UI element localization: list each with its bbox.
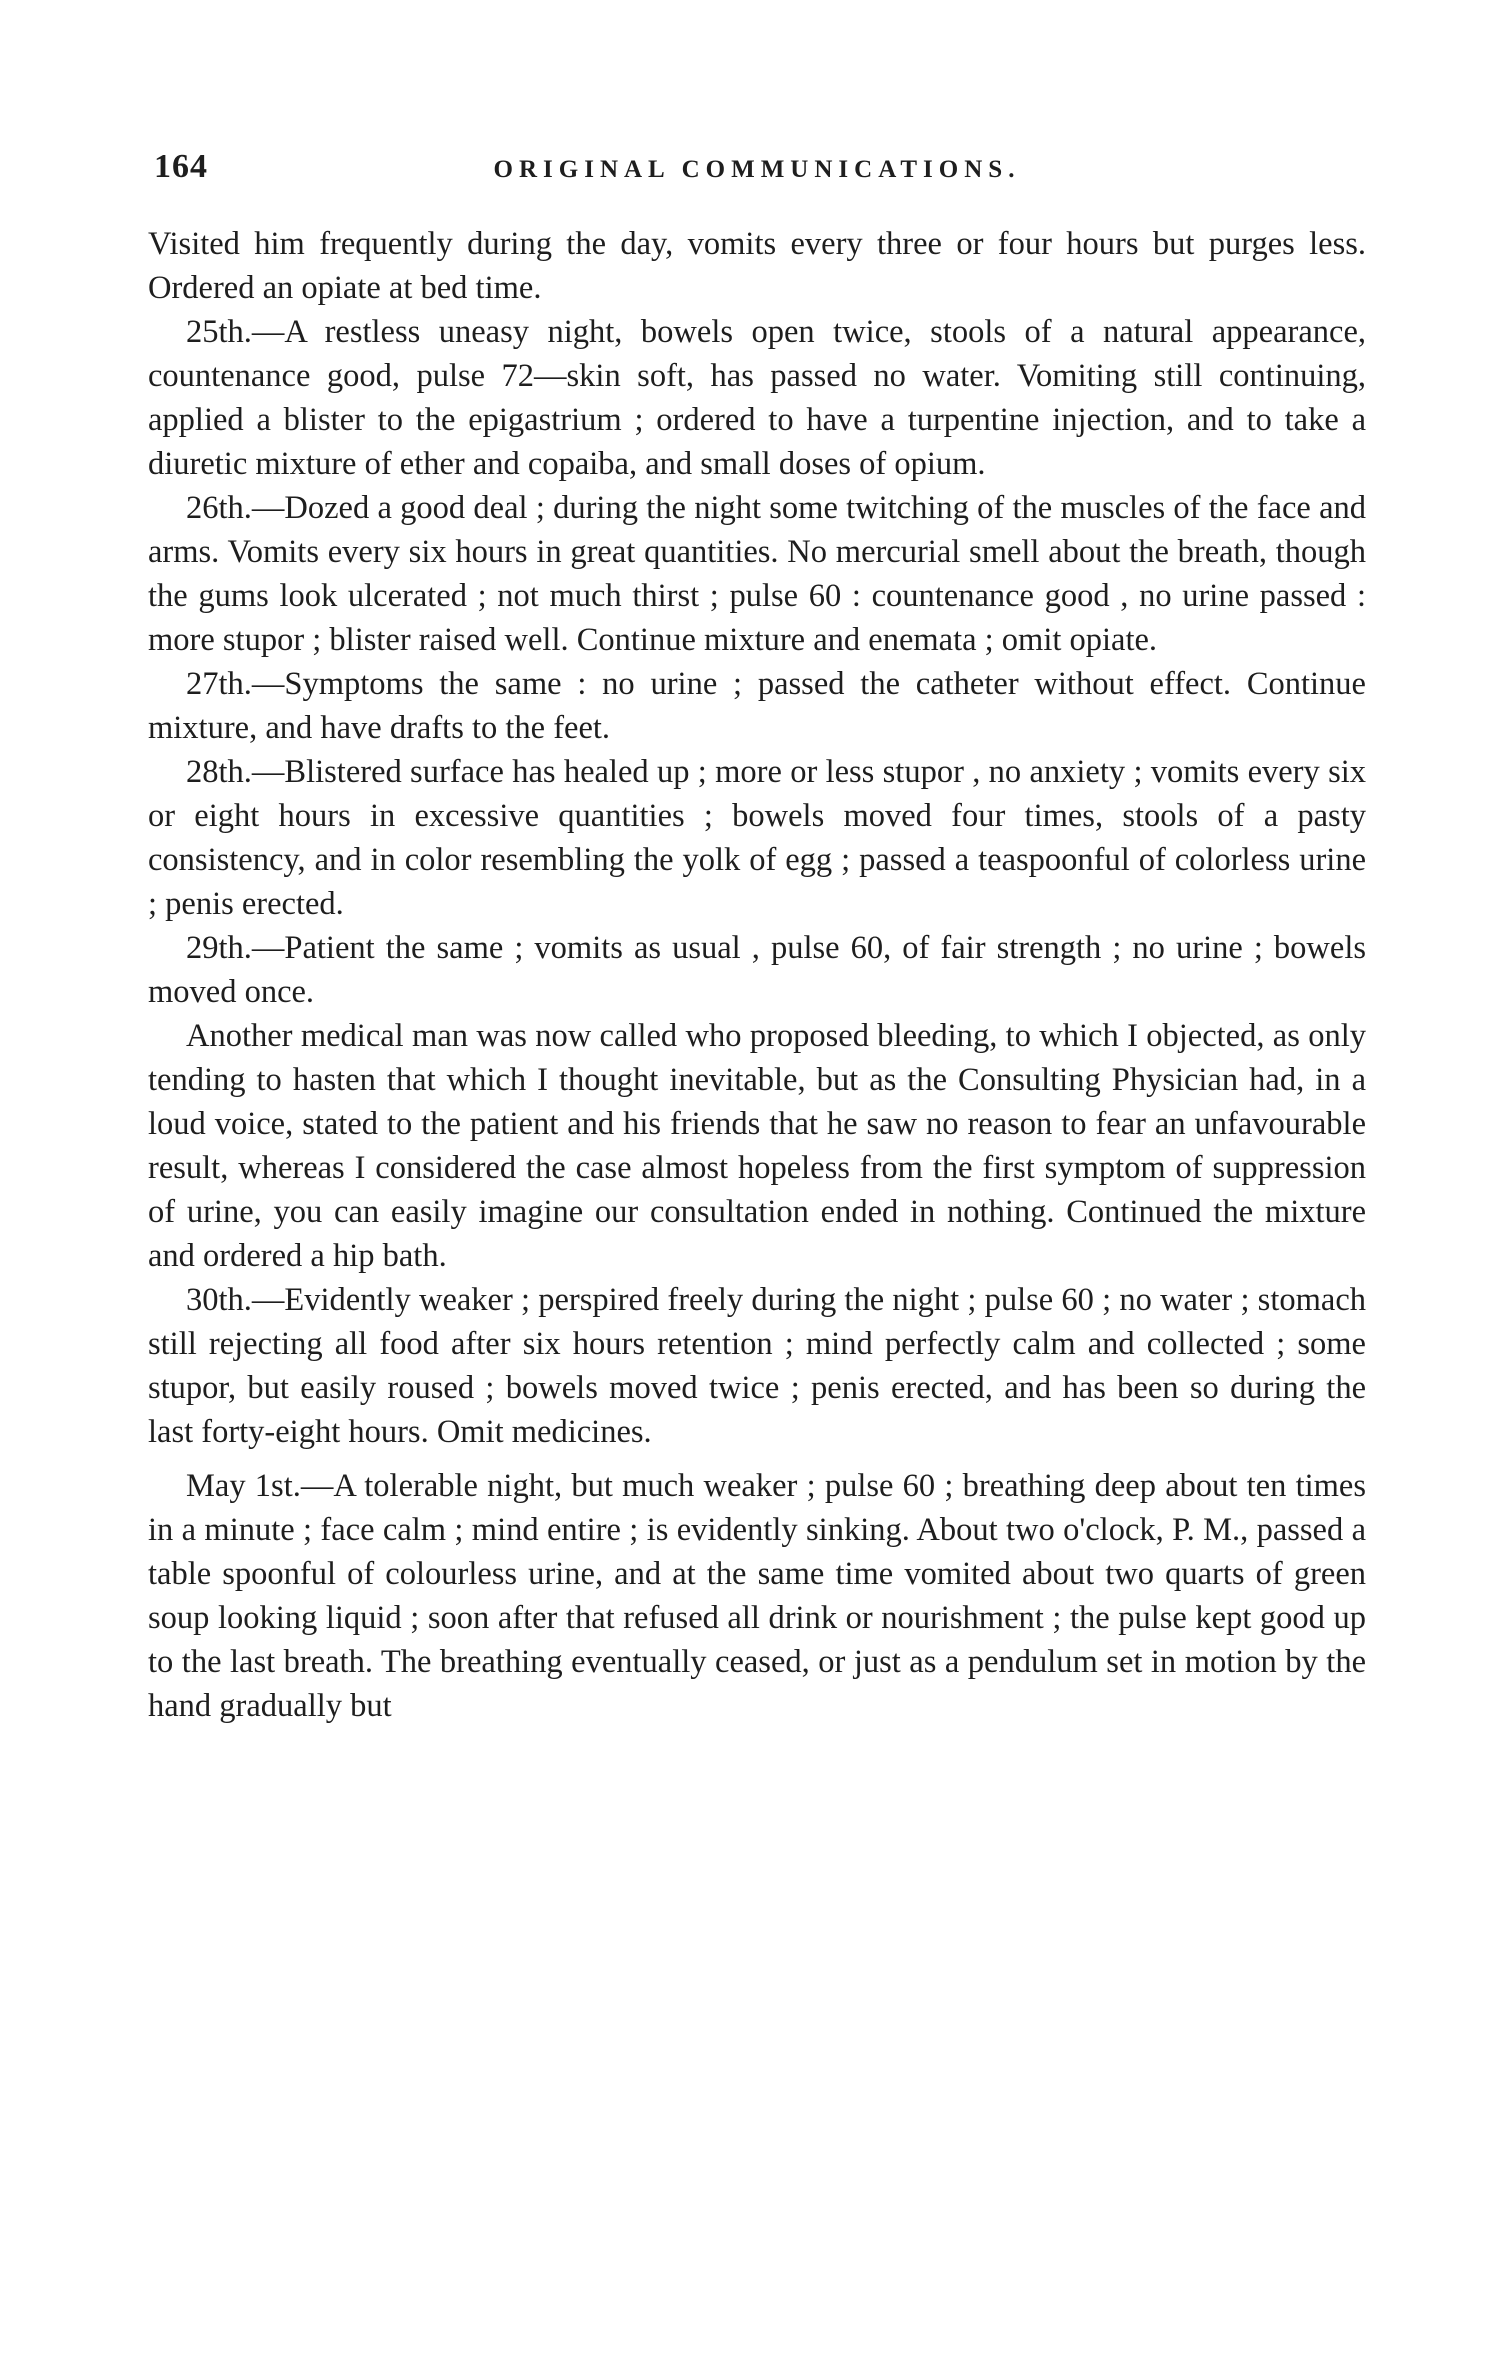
paragraph-27th: 27th.—Symptoms the same : no urine ; passed the catheter without effect. Continue mixture, and have drafts to the feet. bbox=[148, 666, 1366, 746]
body-text bbox=[148, 222, 1366, 1728]
paragraph-may-1st: May 1st.—A tolerable night, but much weaker ; pulse 60 ; breathing deep about ten times in a minute ; face calm ; mind entire ; is evidently sinking. About two o'clock, P. M., passed a table spoonful of colourless urine, and at the same time vomited about two quarts of green soup looking liquid ; soon after that refused all drink or nourishment ; the pulse kept good up to the last breath. The breathing eventually ceased, or just as a pendulum set in motion by the hand gradually but bbox=[148, 1468, 1366, 1724]
running-head: ORIGINAL COMMUNICATIONS. bbox=[493, 156, 1021, 183]
paragraph-28th: 28th.—Blistered surface has healed up ; more or less stupor , no anxiety ; vomits every six or eight hours in excessive quantities ; bowels moved four times, stools of a pasty consistency, and in color resembling the yolk of egg ; passed a teaspoonful of colorless urine ; penis erected. bbox=[148, 754, 1366, 922]
paragraph-26th: 26th.—Dozed a good deal ; during the night some twitching of the muscles of the face and arms. Vomits every six hours in great quantities. No mercurial smell about the breath, though the gums look ulcerated ; not much thirst ; pulse 60 : countenance good , no urine passed : more stupor ; blister raised well. Continue mixture and enemata ; omit opiate. bbox=[148, 490, 1366, 658]
paragraph-continuation: Visited him frequently during the day, vomits every three or four hours but purges less. Ordered an opiate at bed time. bbox=[148, 226, 1366, 306]
paragraph-25th: 25th.—A restless uneasy night, bowels open twice, stools of a natural appearance, countenance good, pulse 72—skin soft, has passed no water. Vomiting still continuing, applied a blister to the epigastrium ; ordered to have a turpentine injection, and to take a diuretic mixture of ether and copaiba, and small doses of opium. bbox=[148, 314, 1366, 482]
document-page bbox=[148, 148, 1366, 1728]
paragraph-consultation: Another medical man was now called who proposed bleeding, to which I objected, as only tending to hasten that which I thought inevitable, but as the Consulting Physician had, in a loud voice, stated to the patient and his friends that he saw no reason to fear an unfavourable result, whereas I considered the case almost hopeless from the first symptom of suppression of urine, you can easily imagine our consultation ended in nothing. Continued the mixture and ordered a hip bath. bbox=[148, 1018, 1366, 1274]
paragraph-30th: 30th.—Evidently weaker ; perspired freely during the night ; pulse 60 ; no water ; stomach still rejecting all food after six hours retention ; mind perfectly calm and collected ; some stupor, but easily roused ; bowels moved twice ; penis erected, and has been so during the last forty-eight hours. Omit medicines. bbox=[148, 1282, 1366, 1450]
page-number: 164 bbox=[154, 148, 208, 185]
page-header bbox=[148, 148, 1366, 202]
paragraph-29th: 29th.—Patient the same ; vomits as usual , pulse 60, of fair strength ; no urine ; bowels moved once. bbox=[148, 930, 1366, 1010]
